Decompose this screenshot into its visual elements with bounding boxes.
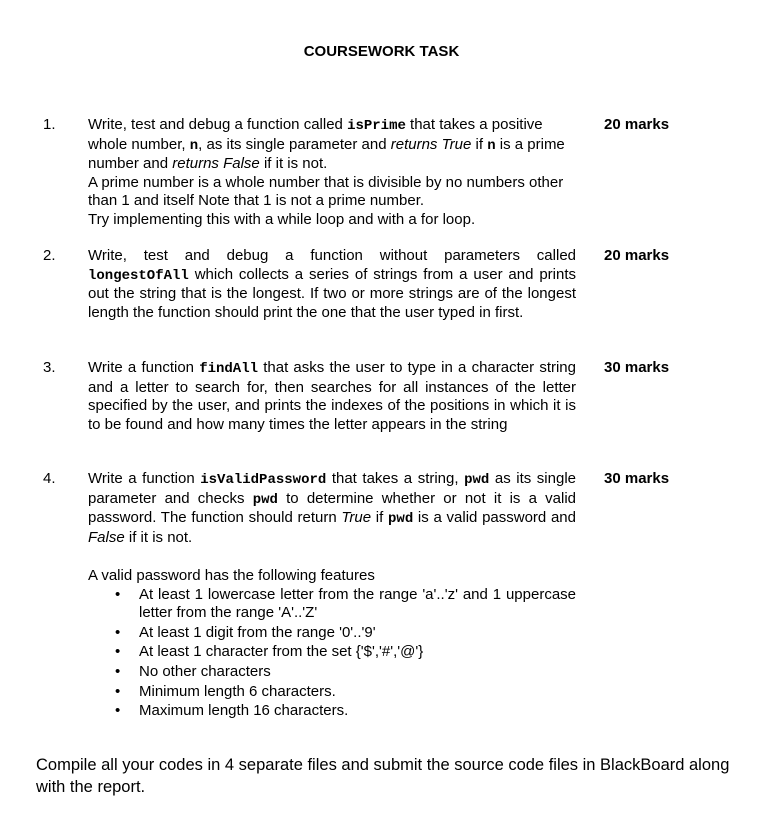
list-item: • Maximum length 16 characters. xyxy=(88,702,576,721)
text: which collects a series of strings from a user and prints out the string that is the longest. If two or more strings are of the longest length the function should print the one that the user typed in first. xyxy=(88,265,576,321)
submission-instructions: Compile all your codes in 4 separate files and submit the source code files in BlackBoard along with the report. xyxy=(36,756,730,796)
hint-text: Try implementing this with a while loop and with a for loop. xyxy=(88,210,476,228)
parameter-name: n xyxy=(487,137,496,154)
function-name: longestOfAll xyxy=(88,267,189,284)
text: that asks the user to type in a character string and a letter to search for, then searches for all instances of the letter specified by the user, and prints the indexes of the positions in which it is to be found and how many times the letter appears in the string xyxy=(88,359,576,433)
task-marks: 20 marks xyxy=(604,247,670,264)
list-item: • At least 1 digit from the range '0'..'9' xyxy=(88,624,576,643)
emphasis: False xyxy=(88,528,125,546)
text: Write, test and debug a function without parameters called xyxy=(88,247,576,264)
emphasis: True xyxy=(341,509,372,527)
task-marks: 20 marks xyxy=(604,116,670,133)
emphasis: returns True xyxy=(390,135,472,153)
task-4-text xyxy=(88,470,576,547)
task-number: 3. xyxy=(43,359,56,376)
parameter-name: n xyxy=(189,137,199,154)
password-features xyxy=(88,567,576,721)
task-number: 4. xyxy=(43,470,56,487)
task-3-text xyxy=(88,359,576,434)
page-title: COURSEWORK TASK xyxy=(303,43,460,60)
text: , as its single parameter and xyxy=(198,135,391,153)
text: is a valid password and xyxy=(413,509,576,527)
text: Write a function xyxy=(88,359,200,376)
text: if it is not. xyxy=(124,528,193,546)
function-name: findAll xyxy=(199,361,259,377)
parameter-name: pwd xyxy=(464,472,490,488)
list-item: • No other characters xyxy=(88,663,576,682)
parameter-name: pwd xyxy=(388,511,414,528)
text: if xyxy=(371,509,389,527)
function-name: isPrime xyxy=(347,118,406,134)
function-name: isValidPassword xyxy=(200,472,327,488)
task-1-text xyxy=(88,116,576,230)
list-item: • At least 1 character from the set {'$','#','@'} xyxy=(88,643,576,662)
task-2-text xyxy=(88,247,576,322)
text: to determine whether or not it is a valid password. The function should return xyxy=(88,489,577,527)
task-number: 1. xyxy=(43,116,56,133)
text: that takes a positive whole number, xyxy=(88,116,543,153)
list-item: • At least 1 lowercase letter from the range 'a'..'z' and 1 uppercase letter from the range 'A'..'Z' xyxy=(88,586,576,623)
text: that takes a string, xyxy=(326,470,465,487)
emphasis: returns False xyxy=(172,155,260,173)
text: is a prime number and xyxy=(88,135,565,173)
parameter-name: pwd xyxy=(252,491,278,508)
features-intro: A valid password has the following features xyxy=(88,567,375,584)
task-marks: 30 marks xyxy=(604,470,670,487)
task-marks: 30 marks xyxy=(604,359,670,376)
features-list xyxy=(88,586,576,721)
text: Write a function xyxy=(88,470,201,487)
text: Write, test and debug a function called xyxy=(88,116,348,133)
text: if it is not. xyxy=(259,155,328,173)
text: as its single parameter and checks xyxy=(88,470,576,507)
list-item: • Minimum length 6 characters. xyxy=(88,683,576,702)
task-number: 2. xyxy=(43,247,56,264)
text: if xyxy=(471,135,488,153)
definition-text: A prime number is a whole number that is divisible by no numbers other than 1 and itself Note that 1 is not a prime number. xyxy=(88,173,564,210)
